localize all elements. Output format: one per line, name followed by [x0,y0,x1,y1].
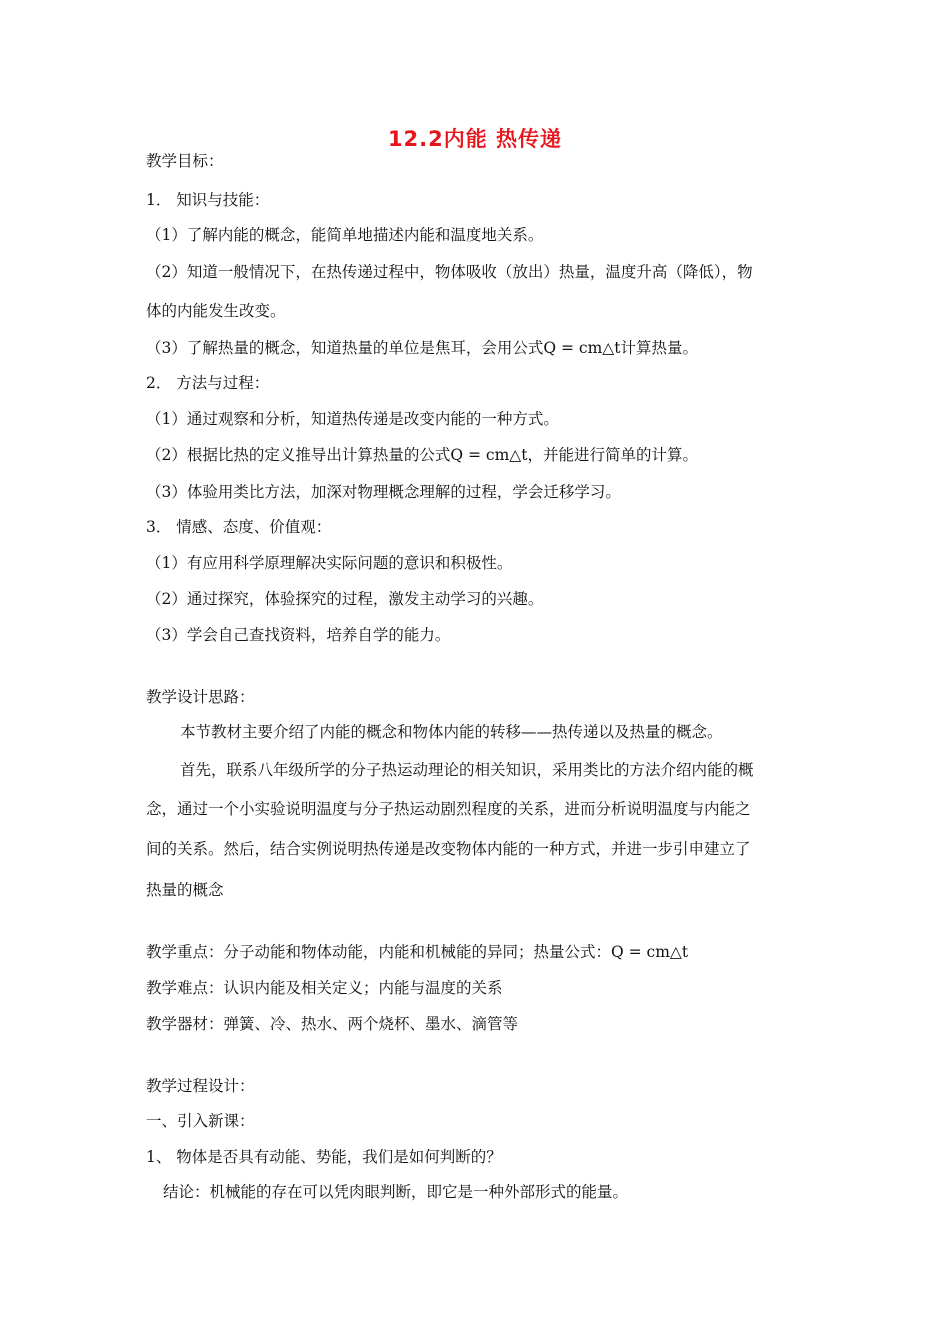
objective-section-2: 2． 方法与过程： [146,374,270,392]
process-heading: 教学过程设计： [146,1077,255,1095]
objective-section-3: 3． 情感、态度、价值观： [146,518,332,536]
design-paragraph-2-line4: 热量的概念 [146,881,224,899]
objective-1-2-line2: 体的内能发生改变。 [146,302,286,320]
design-paragraph-1: 本节教材主要介绍了内能的概念和物体内能的转移——热传递以及热量的概念。 [180,723,723,741]
objective-1-2-line1: （2）知道一般情况下，在热传递过程中，物体吸收（放出）热量，温度升高（降低），物 [146,263,753,281]
design-paragraph-2-line3: 间的关系。然后，结合实例说明热传递是改变物体内能的一种方式，并进一步引申建立了 [146,840,751,858]
objective-2-1: （1）通过观察和分析，知道热传递是改变内能的一种方式。 [146,410,559,428]
objective-2-2: （2）根据比热的定义推导出计算热量的公式Q = cm△t，并能进行简单的计算。 [146,446,698,464]
process-conclusion: 结论：机械能的存在可以凭肉眼判断，即它是一种外部形式的能量。 [163,1183,629,1201]
design-paragraph-2-line2: 念，通过一个小实验说明温度与分子热运动剧烈程度的关系，进而分析说明温度与内能之 [146,800,751,818]
objective-2-3: （3）体验用类比方法，加深对物理概念理解的过程，学会迁移学习。 [146,483,621,501]
process-part-1: 一、引入新课： [146,1112,255,1130]
objective-3-3: （3）学会自己查找资料，培养自学的能力。 [146,626,451,644]
objective-1-3: （3）了解热量的概念，知道热量的单位是焦耳，会用公式Q = cm△t计算热量。 [146,339,698,357]
objective-3-2: （2）通过探究，体验探究的过程，激发主动学习的兴趣。 [146,590,544,608]
teaching-focus: 教学重点：分子动能和物体动能，内能和机械能的异同；热量公式：Q = cm△t [146,943,689,961]
teaching-difficulty: 教学难点：认识内能及相关定义；内能与温度的关系 [146,979,503,997]
document-title: 12.2内能 热传递 [387,127,563,151]
objective-1-1: （1）了解内能的概念，能简单地描述内能和温度地关系。 [146,226,544,244]
objective-section-1: 1． 知识与技能： [146,191,270,209]
objectives-heading: 教学目标： [146,152,224,170]
objective-3-1: （1）有应用科学原理解决实际问题的意识和积极性。 [146,554,513,572]
design-paragraph-2-line1: 首先，联系八年级所学的分子热运动理论的相关知识，采用类比的方法介绍内能的概 [180,761,754,779]
teaching-equipment: 教学器材：弹簧、冷、热水、两个烧杯、墨水、滴管等 [146,1015,519,1033]
design-heading: 教学设计思路： [146,688,255,706]
process-question-1: 1、 物体是否具有动能、势能，我们是如何判断的？ [146,1148,502,1166]
